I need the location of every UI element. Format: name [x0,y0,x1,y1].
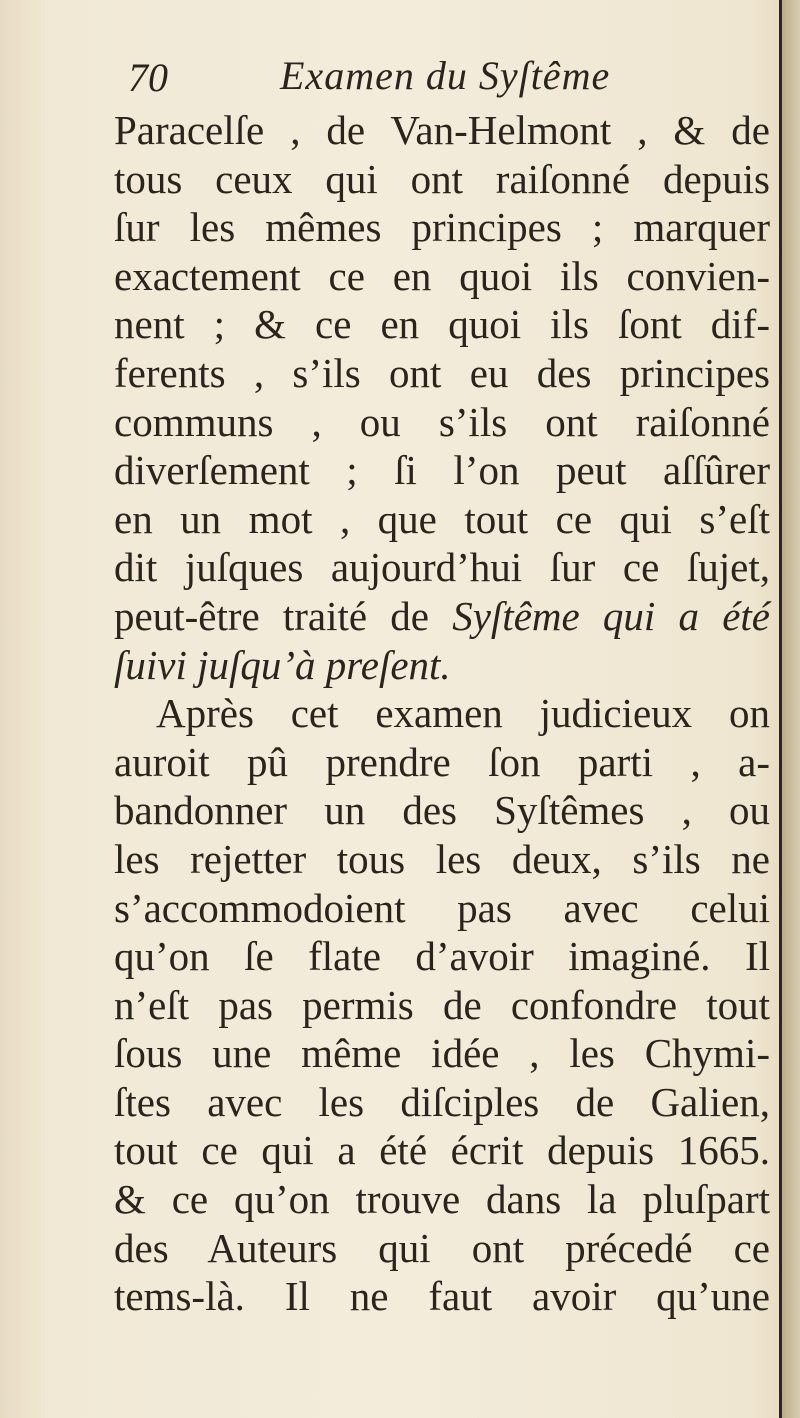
text-line: ſous une même idée , les Chymi- [114,1030,770,1077]
text-line: ſur les mêmes principes ; marquer [114,204,770,251]
text-line: tems-là. Il ne faut avoir qu’une [114,1273,770,1320]
body-text [114,106,770,1321]
text-line: peut-être traité de Syſtême qui a été [114,592,770,639]
running-title: Examen du Syſtême [280,53,611,98]
text-line: communs , ou s’ils ont raiſonné [114,398,770,445]
running-head [128,52,668,102]
text-line: exactement ce en quoi ils convien- [114,252,770,299]
text-line: ſuivi juſqu’à preſent. [114,641,451,688]
text-line: bandonner un des Syſtêmes , ou [114,787,770,834]
text-line: diverſement ; ſi l’on peut aſſûrer [114,447,770,494]
page-edge-strip [782,0,800,1418]
text-line: qu’on ſe flate d’avoir imaginé. Il [114,933,770,980]
page-binding-edge [779,0,782,1418]
text-line: en un mot , que tout ce qui s’eſt [114,495,770,542]
text-line: les rejetter tous les deux, s’ils ne [114,835,770,882]
text-line: & ce qu’on trouve dans la pluſpart [114,1176,770,1223]
text-line: ferents , s’ils ont eu des principes [114,349,770,396]
text-line: ſtes avec les diſciples de Galien, [114,1078,770,1125]
text-line: tout ce qui a été écrit depuis 1665. [114,1127,770,1174]
page-number: 70 [128,55,168,100]
italic-title-phrase: Syſtême qui a été [452,592,770,639]
text-line: Paracelſe , de Van-Helmont , & de [114,107,770,153]
text-line: Après cet examen judicieux on [156,690,770,737]
text-line: dit juſques aujourd’hui ſur ce ſujet, [114,544,770,591]
text-line: s’accommodoient pas avec celui [114,884,770,931]
text-line: auroit pû prendre ſon parti , a- [114,738,770,785]
text-line: tous ceux qui ont raiſonné depuis [114,155,770,202]
text-line: des Auteurs qui ont précedé ce [114,1224,770,1271]
text-line: n’eſt pas permis de confondre tout [114,981,770,1028]
text-line: nent ; & ce en quoi ils ſont dif- [114,301,770,348]
